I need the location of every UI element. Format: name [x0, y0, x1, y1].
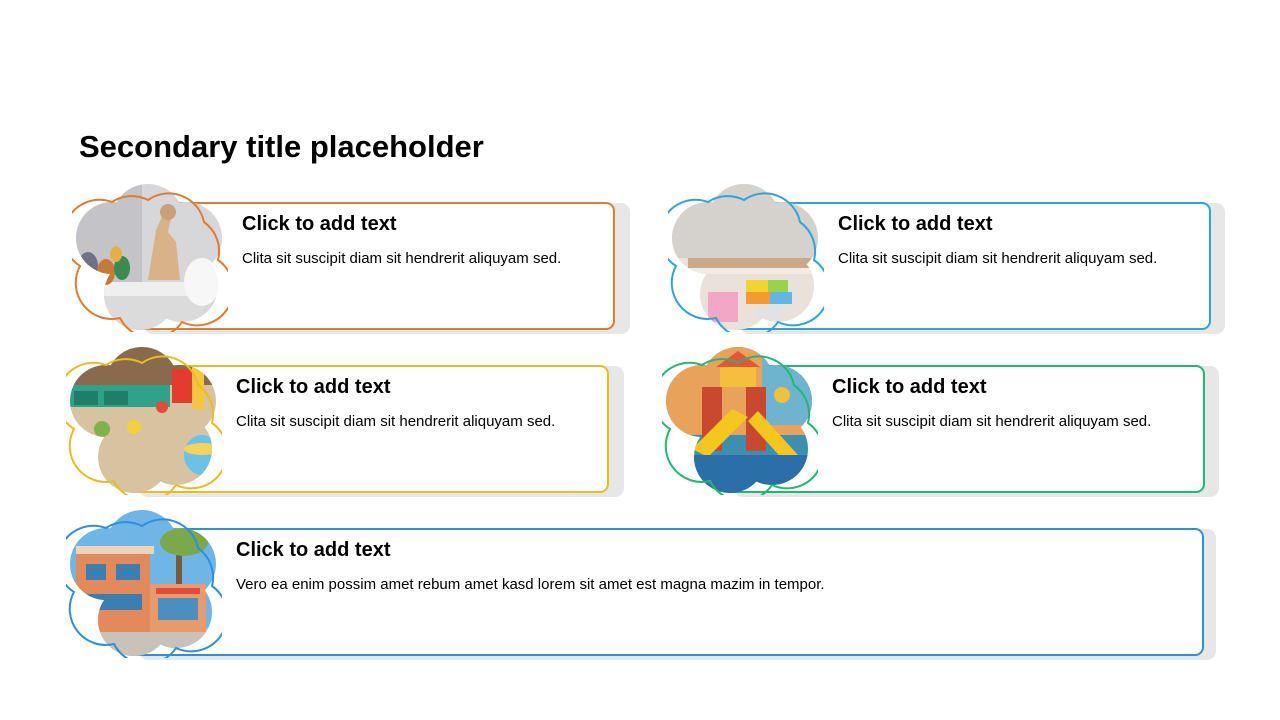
card-2-body[interactable]: Clita sit suscipit diam sit hendrerit aliquyam sed. [838, 250, 1158, 267]
sandbox-toys-photo [66, 345, 222, 495]
card-1-body[interactable]: Clita sit suscipit diam sit hendrerit aliquyam sed. [242, 250, 562, 267]
card-3-heading[interactable]: Click to add text [236, 376, 391, 398]
card-3-body[interactable]: Clita sit suscipit diam sit hendrerit aliquyam sed. [236, 413, 556, 430]
card-1-heading[interactable]: Click to add text [242, 213, 397, 235]
card-4-heading[interactable]: Click to add text [832, 376, 987, 398]
page-title: Secondary title placeholder [79, 129, 484, 164]
card-5-body[interactable]: Vero ea enim possim amet rebum amet kasd lorem sit amet est magna mazim in tempor. [236, 576, 825, 593]
card-2-heading[interactable]: Click to add text [838, 213, 993, 235]
card-4-body[interactable]: Clita sit suscipit diam sit hendrerit aliquyam sed. [832, 413, 1152, 430]
kindergarten-building-photo [66, 508, 222, 658]
card-5-heading[interactable]: Click to add text [236, 539, 391, 561]
toy-shelf-photo [72, 182, 228, 332]
indoor-playground-photo [662, 345, 818, 495]
toy-blocks-room-photo [668, 182, 824, 332]
